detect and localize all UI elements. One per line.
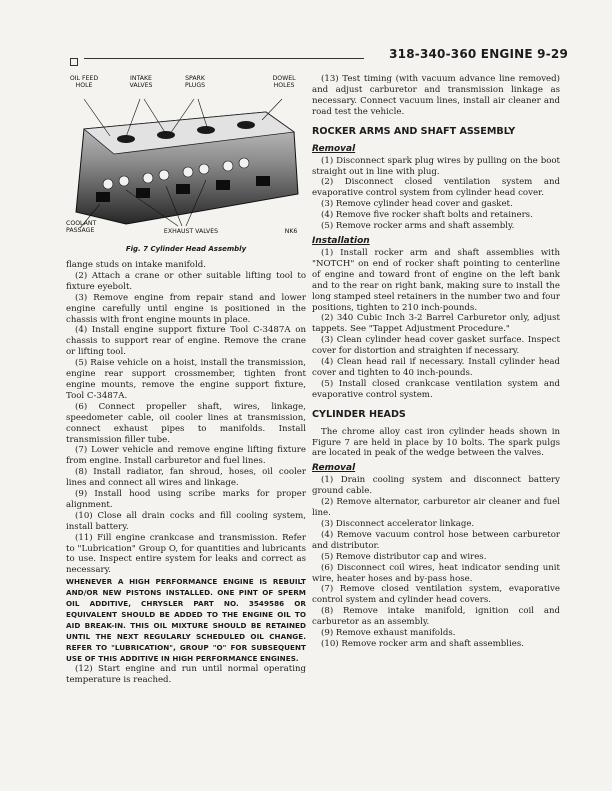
label-coolant-passage: COOLANT PASSAGE xyxy=(66,220,97,234)
heading-cylinder-heads: CYLINDER HEADS xyxy=(312,408,406,420)
rocker-removal-4: (4) Remove five rocker shaft bolts and retainers. xyxy=(321,210,533,221)
high-performance-warning: WHENEVER A HIGH PERFORMANCE ENGINE IS REBUILT AND/OR NEW PISTONS INSTALLED. ONE PINT OF SPERM OIL ADDITIVE, CHRYSLER PART NO. 3549586 OR EQUIVALENT SHOULD BE ADDED TO THE ENGINE OIL TO AID BREAK-IN. THIS OIL MIXTURE SHOULD BE RETAINED UNTIL THE NEXT REGULARLY SCHEDULED OIL CHANGE. REFER TO "LUBRICATION", GROUP "O" FOR SUBSEQUENT USE OF THIS ADDITIVE IN HIGH PERFORMANCE ENGINES. xyxy=(66,577,306,664)
rocker-install-5: (5) Install closed crankcase ventilation system and evaporative control system. xyxy=(312,378,560,400)
cyl-removal-7: (7) Remove closed ventilation system, evaporative control system and cylinder head covers. xyxy=(312,584,560,606)
cylinder-heads-intro: The chrome alloy cast iron cylinder heads shown in Figure 7 are held in place by 10 bolts. The spark pulgs are located in peak of the wedge between the valves. xyxy=(312,426,560,459)
rocker-install-4: (4) Clean head rail if necessary. Install cylinder head cover and tighten to 40 inch-pounds. xyxy=(312,357,560,378)
label-intake-valves: INTAKE VALVES xyxy=(129,75,153,89)
right-column xyxy=(312,74,560,650)
cyl-removal-9: (9) Remove exhaust manifolds. xyxy=(321,628,456,639)
cyl-removal-6: (6) Disconnect coil wires, heat indicator sending unit wire, heater hoses and by-pass hose. xyxy=(312,562,560,584)
subheading-installation: Installation xyxy=(312,235,370,246)
label-figure-code: NK6 xyxy=(284,228,298,235)
rocker-removal-3: (3) Remove cylinder head cover and gasket. xyxy=(321,199,513,210)
page-header: 318-340-360 ENGINE 9-29 xyxy=(389,47,568,61)
label-exhaust-valves: EXHAUST VALVES xyxy=(163,228,219,235)
paragraph-step-7: (7) Lower vehicle and remove engine lifting fixture from engine. Install carburetor and fuel lines. xyxy=(66,445,306,467)
paragraph-step-12: (12) Start engine and run until normal operating temperature is reached. xyxy=(66,664,306,686)
label-spark-plugs: SPARK PLUGS xyxy=(184,75,206,89)
paragraph-step-3: (3) Remove engine from repair stand and lower engine carefully until engine is positioned in the chassis with front engine mounts in place. xyxy=(66,292,306,325)
cyl-removal-10: (10) Remove rocker arm and shaft assemblies. xyxy=(321,638,524,649)
left-column xyxy=(66,74,306,686)
cylinder-head-figure xyxy=(66,74,306,253)
cyl-removal-2: (2) Remove alternator, carburetor air cleaner and fuel line. xyxy=(312,497,560,519)
paragraph-step-10: (10) Close all drain cocks and fill cooling system, install battery. xyxy=(66,510,306,532)
subheading-removal-2: Removal xyxy=(312,463,356,474)
paragraph-step-2: (2) Attach a crane or other suitable lifting tool to fixture eyebolt. xyxy=(66,270,306,292)
paragraph-step-8: (8) Install radiator, fan shroud, hoses, oil cooler lines and connect all wires and linkage. xyxy=(66,467,306,489)
label-dowel-holes: DOWEL HOLES xyxy=(272,75,296,89)
cylinder-head-illustration xyxy=(66,74,306,242)
cyl-removal-3: (3) Disconnect accelerator linkage. xyxy=(321,519,475,529)
cyl-removal-5: (5) Remove distributor cap and wires. xyxy=(321,551,487,562)
figure-caption: Fig. 7 Cylinder Head Assembly xyxy=(125,245,247,253)
rocker-install-3: (3) Clean cylinder head cover gasket surface. Inspect cover for distortion and straighten if necessary. xyxy=(312,335,560,357)
paragraph-step-11: (11) Fill engine crankcase and transmission. Refer to "Lubrication" Group O, for quantities and lubricants to use. Inspect entire system for leaks and correct as necessary. xyxy=(66,532,306,576)
page-corner-mark xyxy=(70,58,78,66)
rocker-install-2: (2) 340 Cubic Inch 3-2 Barrel Carburetor only, adjust tappets. See "Tappet Adjustment Procedure." xyxy=(312,313,560,335)
paragraph-step-13: (13) Test timing (with vacuum advance line removed) and adjust carburetor and transmission linkage as necessary. Connect vacuum lines, install air cleaner and road test the vehicle. xyxy=(312,74,560,117)
label-oil-feed-hole: OIL FEED HOLE xyxy=(69,75,99,89)
paragraph-step-5: (5) Raise vehicle on a hoist, install the transmission, engine rear support crossmember, tighten front engine mounts, remove the engine support fixture, Tool C-3487A. xyxy=(66,358,306,401)
paragraph-step-6: (6) Connect propeller shaft, wires, linkage, speedometer cable, oil cooler lines at transmission, connect exhaust pipes to manifolds. Install transmission filler tube. xyxy=(66,401,306,445)
cyl-removal-4: (4) Remove vacuum control hose between carburetor and distributor. xyxy=(312,529,560,551)
rocker-removal-1: (1) Disconnect spark plug wires by pulling on the boot straight out in line with plug. xyxy=(312,155,560,177)
header-rule xyxy=(84,58,364,59)
rocker-install-1: (1) Install rocker arm and shaft assemblies with "NOTCH" on end of rocker shaft pointing to centerline of engine and toward front of engine on the left bank and to the rear on right bank, making sure to install the long stamped steel retainers in the number two and four positions, tighten to 210 inch-pounds. xyxy=(312,247,560,313)
cyl-removal-8: (8) Remove intake manifold, ignition coil and carburetor as an assembly. xyxy=(312,606,560,628)
cyl-removal-1: (1) Drain cooling system and disconnect battery ground cable. xyxy=(312,475,560,497)
paragraph-step-9: (9) Install hood using scribe marks for proper alignment. xyxy=(66,489,306,510)
rocker-removal-2: (2) Disconnect closed ventilation system and evaporative control system from cylinder head cover. xyxy=(312,177,560,199)
paragraph-step-4: (4) Install engine support fixture Tool C-3487A on chassis to support rear of engine. Remove the crane or lifting tool. xyxy=(66,325,306,358)
subheading-removal: Removal xyxy=(312,143,356,154)
rocker-removal-5: (5) Remove rocker arms and shaft assembly. xyxy=(321,221,515,232)
heading-rocker-arms: ROCKER ARMS AND SHAFT ASSEMBLY xyxy=(312,125,516,137)
paragraph-step-1-cont: flange studs on intake manifold. xyxy=(66,260,206,270)
